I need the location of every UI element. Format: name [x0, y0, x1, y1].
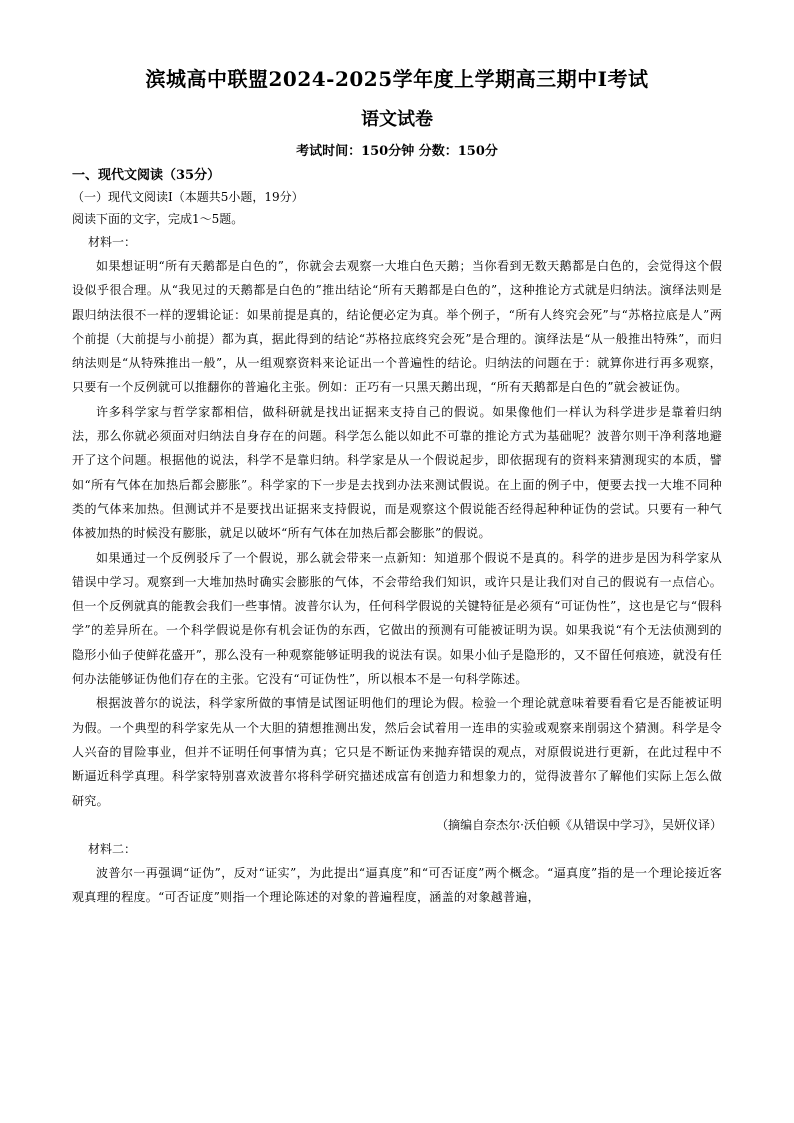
material-one-paragraph: 根据波普尔的说法，科学家所做的事情是试图证明他们的理论为假。检验一个理论就意味着要看看它是否能被证明为假。一个典型的科学家先从一个大胆的猜想推测出发，然后会试着用一连串的实验或观察来削弱这个猜测。科学是令人兴奋的冒险事业，但并不证明任何事情为真；它只是不断证伪来抛弃错误的观点，对原假说进行更新，在此过程中不断逼近科学真理。科学家特别喜欢波普尔将科学研究描述成富有创造力和想象力的，觉得波普尔了解他们实际上怎么做研究。 [72, 696, 722, 808]
material-two-paragraph: 波普尔一再强调“证伪”，反对“证实”，为此提出“逼真度”和“可否证度”两个概念。“逼真度”指的是一个理论接近客观真理的程度。“可否证度”则指一个理论陈述的对象的普遍程度，涵盖的对象越普遍， [72, 865, 722, 905]
section-subheading: （一）现代文阅读Ⅰ（本题共5小题，19分） [72, 190, 304, 204]
exam-info: 考试时间：150分钟 分数：150分 [296, 144, 498, 159]
material-one-source: （摘编自奈杰尔·沃伯顿《从错误中学习》，吴妍仪译） [436, 817, 722, 832]
reading-instruction: 阅读下面的文字，完成1～5题。 [72, 212, 244, 226]
material-two-label: 材料二： [88, 841, 137, 856]
material-one-paragraph: 如果通过一个反例驳斥了一个假说，那么就会带来一点新知：知道那个假说不是真的。科学的进步是因为科学家从错误中学习。观察到一大堆加热时确实会膨胀的气体，不会带给我们知识，或许只是让我们对自己的假说有一点信心。但一个反例就真的能教会我们一些事情。波普尔认为，任何科学假说的关键特征是必须有“可证伪性”，这也是它与“假科学”的差异所在。一个科学假说是你有机会证伪的东西，它做出的预测有可能被证明为误。如果我说“有个无法侦测到的隐形小仙子使鲜花盛开”，那么没有一种观察能够证明我的说法有误。如果小仙子是隐形的，又不留任何痕迹，就没有任何办法能够证伪他们存在的主张。它没有“可证伪性”，所以根本不是一句科学陈述。 [72, 550, 722, 687]
exam-subtitle: 语文试卷 [361, 109, 433, 130]
material-one-paragraph: 如果想证明“所有天鹅都是白色的”，你就会去观察一大堆白色天鹅；当你看到无数天鹅都是白色的，会觉得这个假设似乎很合理。从“我见过的天鹅都是白色的”推出结论“所有天鹅都是白色的”，这种推论方式就是归纳法。演绎法则是跟归纳法很不一样的逻辑论证：如果前提是真的，结论便必定为真。举个例子，“所有人终究会死”与“苏格拉底是人”两个前提（大前提与小前提）都为真，据此得到的结论“苏格拉底终究会死”是合理的。演绎法是“从一般推出特殊”，而归纳法则是“从特殊推出一般”，从一组观察资料来论证出一个普遍性的结论。归纳法的问题在于：就算你进行再多观察，只要有一个反例就可以推翻你的普遍化主张。例如：正巧有一只黑天鹅出现，“所有天鹅都是白色的”就会被证伪。 [72, 259, 722, 395]
exam-title: 滨城高中联盟2024-2025学年度上学期高三期中Ⅰ考试 [145, 67, 649, 91]
material-one-paragraph: 许多科学家与哲学家都相信，做科研就是找出证据来支持自己的假说。如果像他们一样认为科学进步是靠着归纳法，那么你就必须面对归纳法自身存在的问题。科学怎么能以如此不可靠的推论方式为基础呢？波普尔则干净利落地避开了这个问题。根据他的说法，科学不是靠归纳。科学家是从一个假说起步，即依据现有的资料来猜测现实的本质，譬如“所有气体在加热后都会膨胀”。科学家的下一步是去找到办法来测试假说。在上面的例子中，便要去找一大堆不同种类的气体来加热。但测试并不是要找出证据来支持假说，而是观察这个假说能否经得起种种证伪的尝试。只要有一种气体被加热的时候没有膨胀，就足以破坏“所有气体在加热后都会膨胀”的假说。 [72, 404, 722, 541]
section-heading: 一、现代文阅读（35分） [72, 168, 221, 183]
exam-page [72, 66, 722, 909]
material-one-label: 材料一： [88, 235, 137, 249]
